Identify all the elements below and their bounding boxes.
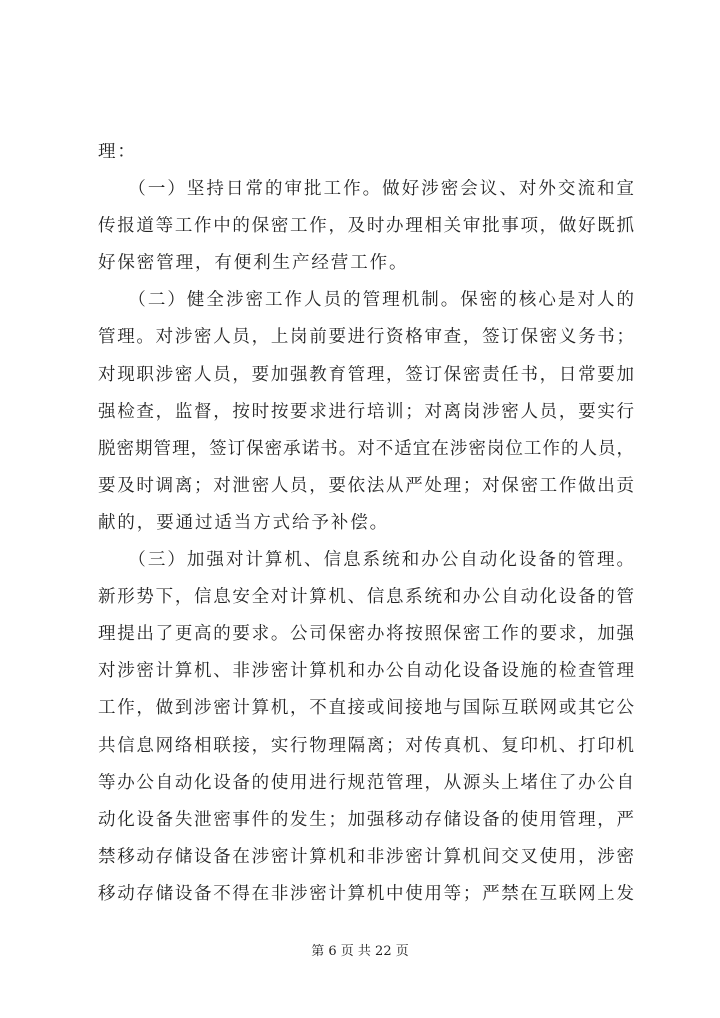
- text-line: （三）加强对计算机、信息系统和办公自动化设备的管理。: [98, 550, 634, 571]
- text-line: 工作，做到涉密计算机，不直接或间接地与国际互联网或其它公: [98, 698, 634, 719]
- text-line: 管理。对涉密人员，上岗前要进行资格审查，签订保密义务书；: [98, 327, 634, 348]
- text-line: 共信息网络相联接，实行物理隔离；对传真机、复印机、打印机: [98, 735, 634, 756]
- paragraph: [98, 174, 634, 285]
- paragraph: [98, 137, 634, 174]
- text-line: （二）健全涉密工作人员的管理机制。保密的核心是对人的: [98, 290, 634, 311]
- text-line: 理提出了更高的要求。公司保密办将按照保密工作的要求，加强: [98, 624, 634, 645]
- text-line: 献的，要通过适当方式给予补偿。: [98, 512, 389, 533]
- document-body: [98, 137, 634, 916]
- text-line: 脱密期管理，签订保密承诺书。对不适宜在涉密岗位工作的人员，: [98, 438, 634, 459]
- text-line: 理：: [98, 142, 137, 162]
- text-line: 移动存储设备不得在非涉密计算机中使用等；严禁在互联网上发: [98, 883, 634, 904]
- paragraph: [98, 285, 634, 545]
- text-line: 好保密管理，有便利生产经营工作。: [98, 253, 409, 274]
- text-line: 动化设备失泄密事件的发生；加强移动存储设备的使用管理，严: [98, 809, 634, 830]
- text-line: 传报道等工作中的保密工作，及时办理相关审批事项，做好既抓: [98, 216, 634, 237]
- text-line: （一）坚持日常的审批工作。做好涉密会议、对外交流和宣: [98, 179, 634, 200]
- text-line: 强检查，监督，按时按要求进行培训；对离岗涉密人员，要实行: [98, 401, 634, 422]
- text-line: 对涉密计算机、非涉密计算机和办公自动化设备设施的检查管理: [98, 661, 634, 682]
- page-number-footer: 第 6 页 共 22 页: [311, 944, 409, 959]
- text-line: 新形势下，信息安全对计算机、信息系统和办公自动化设备的管: [98, 587, 634, 608]
- text-line: 等办公自动化设备的使用进行规范管理，从源头上堵住了办公自: [98, 772, 634, 793]
- text-line: 对现职涉密人员，要加强教育管理，签订保密责任书，日常要加: [98, 364, 634, 385]
- text-line: 禁移动存储设备在涉密计算机和非涉密计算机间交叉使用，涉密: [98, 846, 634, 867]
- text-line: 要及时调离；对泄密人员，要依法从严处理；对保密工作做出贡: [98, 475, 634, 496]
- paragraph: [98, 545, 634, 916]
